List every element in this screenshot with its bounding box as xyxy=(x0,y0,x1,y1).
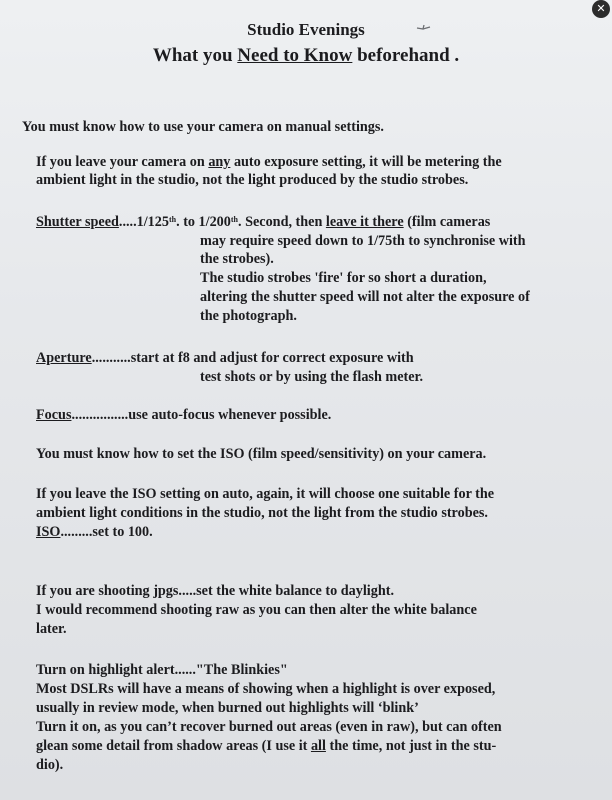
aperture-line-1: Aperture...........start at f8 and adjust for correct exposure with xyxy=(36,350,414,366)
page-subtitle: What you Need to Know beforehand . xyxy=(152,45,460,66)
iso-setting-line: ISO.........set to 100. xyxy=(36,524,153,540)
blinkies-line-1: Turn on highlight alert......"The Blinkies" xyxy=(36,662,288,678)
blinkies-line-6: dio). xyxy=(36,757,64,773)
iso-label: ISO xyxy=(36,524,61,540)
jpgs-line-1: If you are shooting jpgs.....set the white balance to daylight. xyxy=(36,583,394,599)
shutter-speed-line-5: altering the shutter speed will not alter the exposure of xyxy=(200,289,530,305)
aperture-label: Aperture xyxy=(36,350,92,366)
shutter-speed-line-6: the photograph. xyxy=(200,308,297,324)
focus-label: Focus xyxy=(36,407,72,423)
jpgs-line-2: I would recommend shooting raw as you can then alter the white balance xyxy=(36,602,477,618)
auto-exposure-line-2: ambient light in the studio, not the light produced by the studio strobes. xyxy=(36,172,469,188)
iso-auto-line-2: ambient light conditions in the studio, not the light from the studio strobes. xyxy=(36,505,488,521)
focus-line: Focus................use auto-focus whenever possible. xyxy=(36,407,332,423)
shutter-speed-line-4: The studio strobes 'fire' for so short a duration, xyxy=(200,270,487,286)
close-icon[interactable]: ✕ xyxy=(592,0,610,18)
auto-exposure-line-1: If you leave your camera on any auto exposure setting, it will be metering the xyxy=(36,154,502,170)
shutter-speed-line-3: the strobes). xyxy=(200,251,274,267)
aperture-line-2: test shots or by using the flash meter. xyxy=(200,369,424,385)
jpgs-line-3: later. xyxy=(36,621,67,637)
intro-text: You must know how to use your camera on manual settings. xyxy=(22,119,384,135)
shutter-speed-label: Shutter speed xyxy=(36,214,119,230)
blinkies-line-3: usually in review mode, when burned out highlights will ‘blink’ xyxy=(36,700,419,716)
blinkies-line-4: Turn it on, as you can’t recover burned out areas (even in raw), but can often xyxy=(36,719,502,735)
shutter-speed-line-1: Shutter speed.....1/125th. to 1/200th. Second, then leave it there (film cameras xyxy=(36,214,491,230)
blinkies-line-5: glean some detail from shadow areas (I use it all the time, not just in the stu- xyxy=(36,738,497,754)
iso-auto-line-1: If you leave the ISO setting on auto, again, it will choose one suitable for the xyxy=(36,486,495,502)
iso-know-text: You must know how to set the ISO (film speed/sensitivity) on your camera. xyxy=(36,446,487,462)
shutter-speed-line-2: may require speed down to 1/75th to synchronise with xyxy=(200,233,526,249)
page-title: Studio Evenings xyxy=(247,20,365,39)
blinkies-line-2: Most DSLRs will have a means of showing when a highlight is over exposed, xyxy=(36,681,496,697)
